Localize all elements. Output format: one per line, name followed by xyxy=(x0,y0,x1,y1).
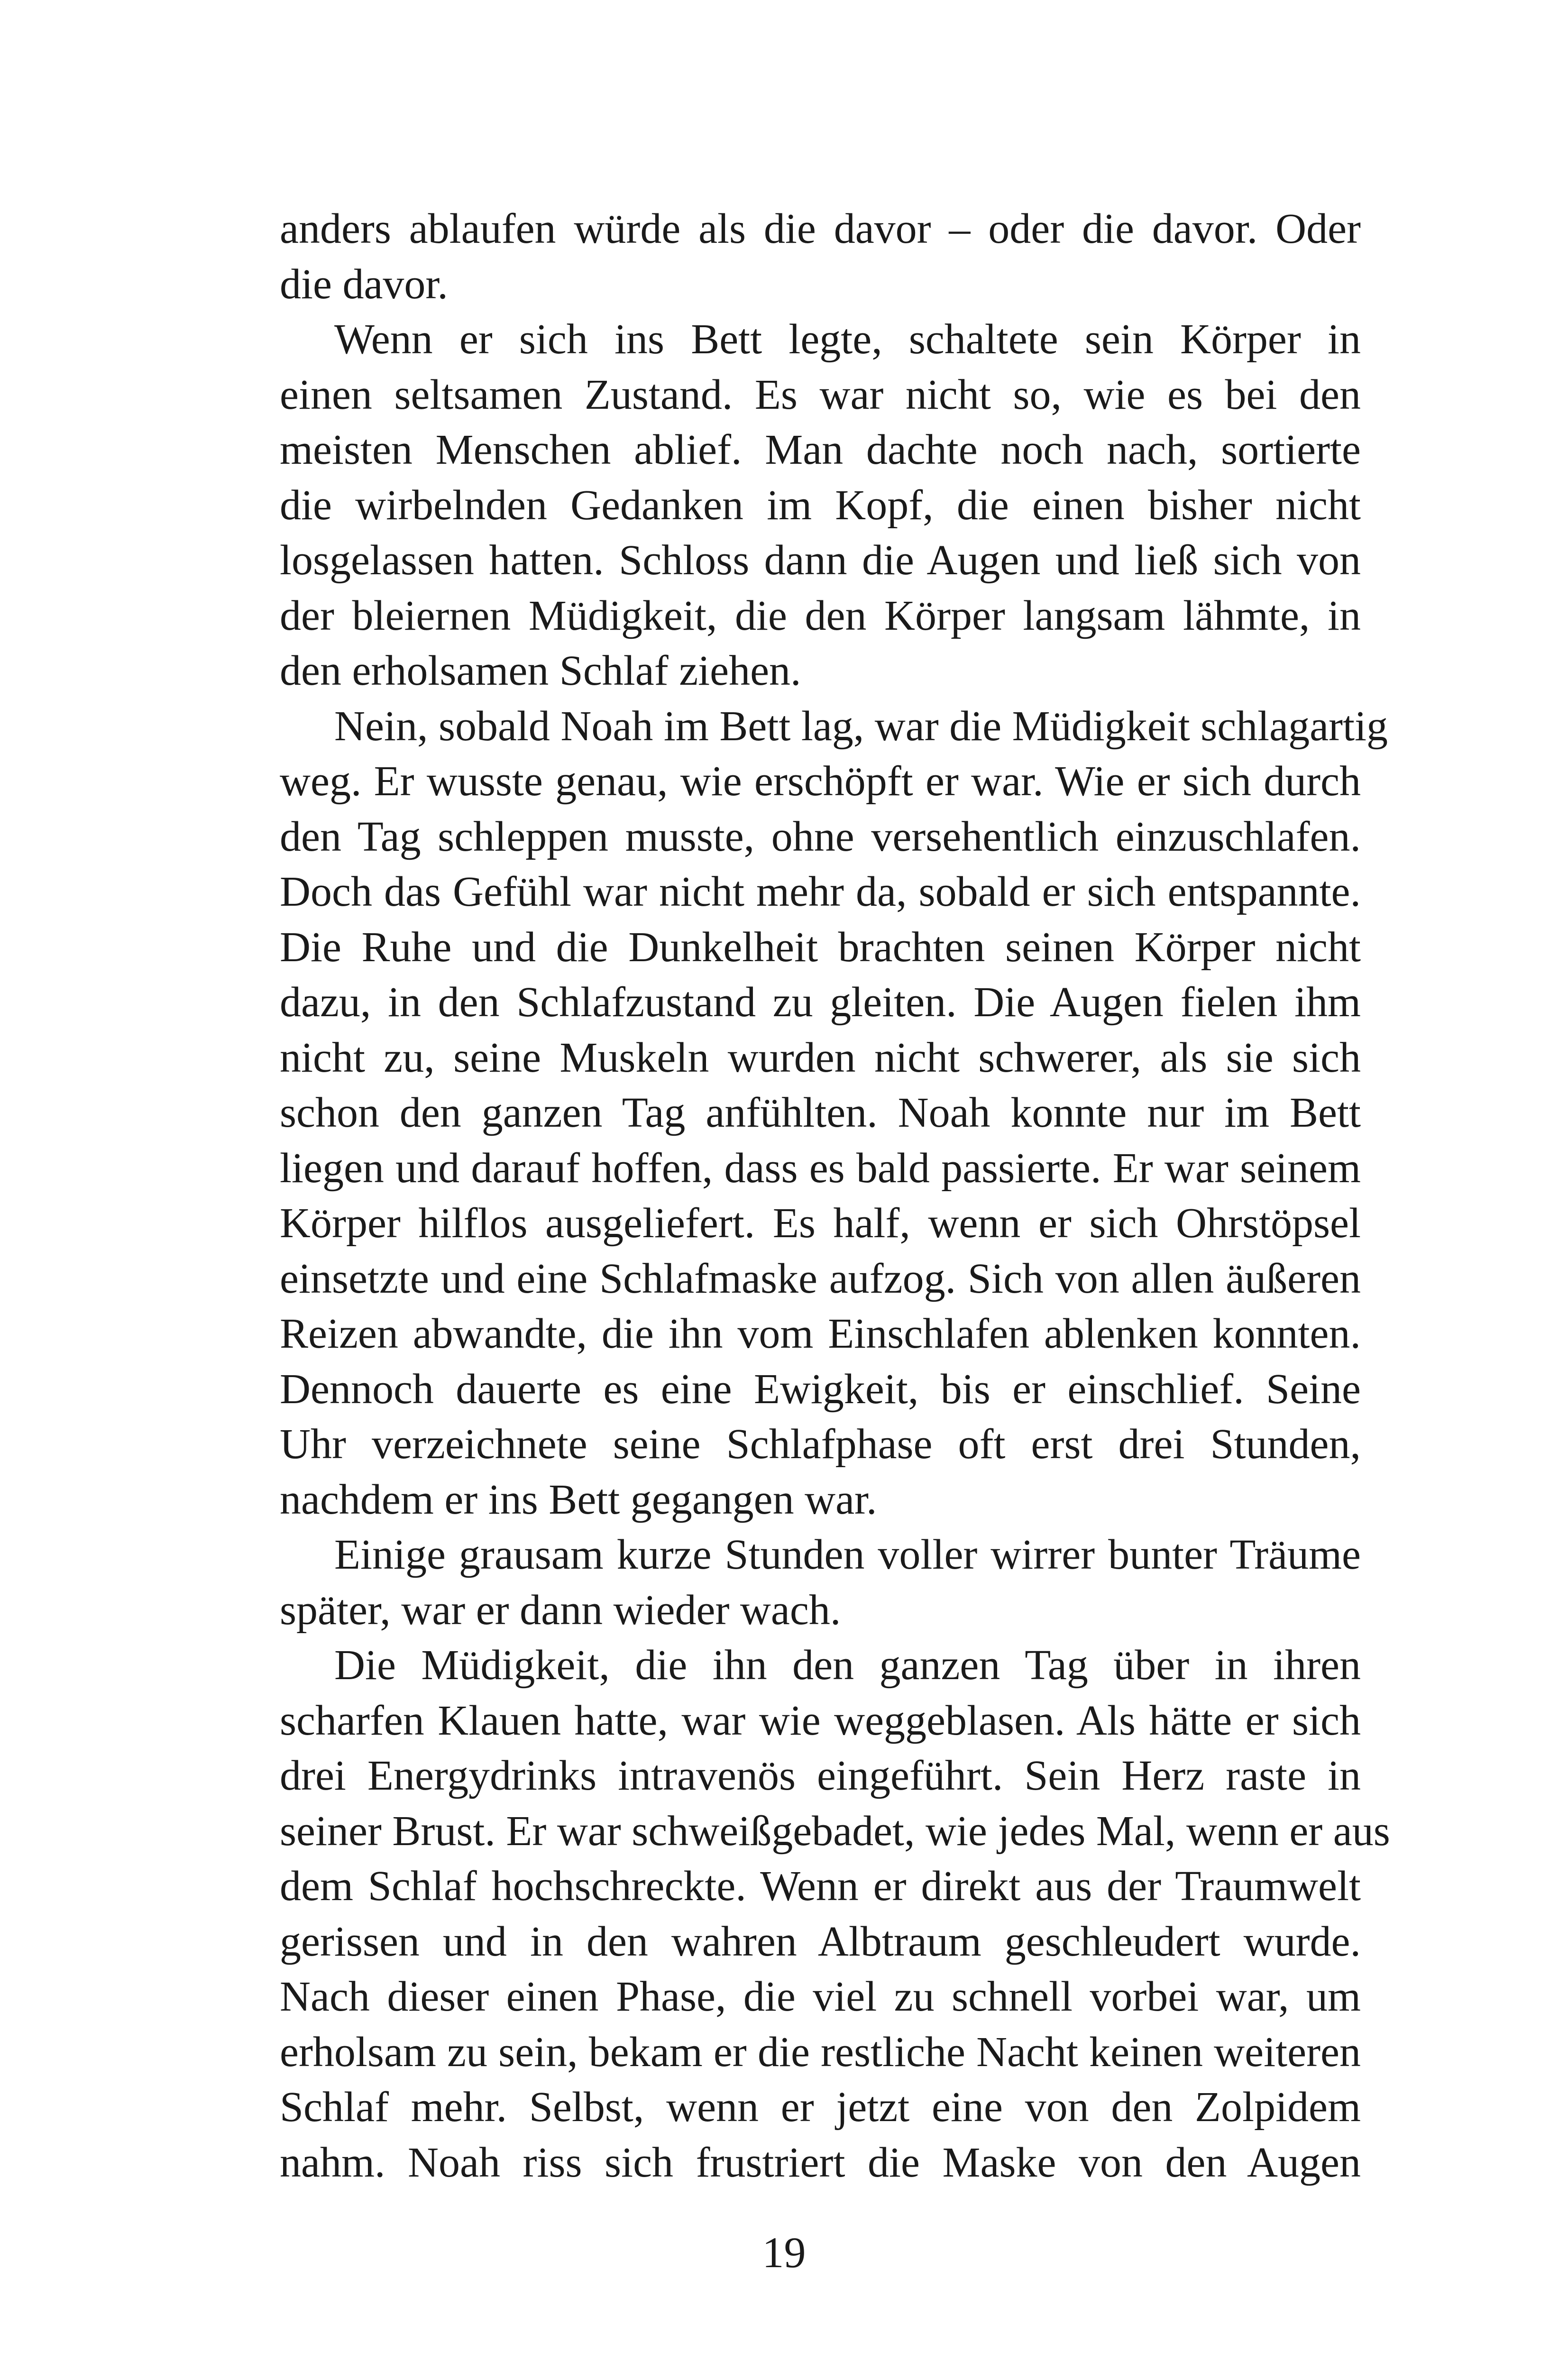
text-line: einsetzte und eine Schlafmaske aufzog. Sich von allen äußeren xyxy=(280,1255,1361,1302)
text-line: Reizen abwandte, die ihn vom Einschlafen ablenken konnten. xyxy=(280,1310,1361,1357)
text-line: der bleiernen Müdigkeit, die den Körper langsam lähmte, in xyxy=(280,592,1361,639)
text-line: Schlaf mehr. Selbst, wenn er jetzt eine von den Zolpidem xyxy=(280,2084,1361,2131)
text-line: schon den ganzen Tag anfühlten. Noah konnte nur im Bett xyxy=(280,1089,1361,1136)
text-line: später, war er dann wieder wach. xyxy=(280,1586,841,1634)
text-line: einen seltsamen Zustand. Es war nicht so, wie es bei den xyxy=(280,371,1361,418)
text-line: losgelassen hatten. Schloss dann die Augen und ließ sich von xyxy=(280,537,1361,584)
body-text xyxy=(280,202,1390,2190)
text-line: gerissen und in den wahren Albtraum geschleudert wurde. xyxy=(280,1918,1361,1965)
text-line: Dennoch dauerte es eine Ewigkeit, bis er einschlief. Seine xyxy=(280,1365,1361,1413)
text-line: den erholsamen Schlaf ziehen. xyxy=(280,647,801,694)
text-line: den Tag schleppen musste, ohne versehentlich einzuschlafen. xyxy=(280,813,1361,860)
paragraph-first-line: Einige grausam kurze Stunden voller wirrer bunter Träume xyxy=(334,1531,1361,1578)
text-line: Uhr verzeichnete seine Schlafphase oft erst drei Stunden, xyxy=(280,1421,1361,1468)
text-line: dazu, in den Schlafzustand zu gleiten. Die Augen fielen ihm xyxy=(280,979,1361,1026)
page-number: 19 xyxy=(762,2228,806,2277)
text-line: Körper hilflos ausgeliefert. Es half, wenn er sich Ohrstöpsel xyxy=(280,1200,1361,1247)
text-line: nachdem er ins Bett gegangen war. xyxy=(280,1476,877,1523)
text-line: scharfen Klauen hatte, war wie weggeblasen. Als hätte er sich xyxy=(280,1697,1361,1744)
text-line: Die Ruhe und die Dunkelheit brachten seinen Körper nicht xyxy=(280,923,1361,971)
paragraph-first-line: Nein, sobald Noah im Bett lag, war die Müdigkeit schlagartig xyxy=(334,702,1388,750)
text-line: anders ablaufen würde als die davor – oder die davor. Oder xyxy=(280,205,1361,252)
text-line: drei Energydrinks intravenös eingeführt. Sein Herz raste in xyxy=(280,1752,1361,1799)
text-line: Nach dieser einen Phase, die viel zu schnell vorbei war, um xyxy=(280,1973,1361,2020)
text-line: nicht zu, seine Muskeln wurden nicht schwerer, als sie sich xyxy=(280,1034,1361,1081)
paragraph-first-line: Wenn er sich ins Bett legte, schaltete sein Körper in xyxy=(334,316,1361,363)
text-line: Doch das Gefühl war nicht mehr da, sobald er sich entspannte. xyxy=(280,868,1361,915)
text-line: die davor. xyxy=(280,260,448,308)
text-line: meisten Menschen ablief. Man dachte noch nach, sortierte xyxy=(280,426,1361,473)
text-line: erholsam zu sein, bekam er die restliche Nacht keinen weiteren xyxy=(280,2028,1361,2076)
text-line: dem Schlaf hochschreckte. Wenn er direkt aus der Traumwelt xyxy=(280,1863,1361,1910)
text-line: nahm. Noah riss sich frustriert die Maske von den Augen xyxy=(280,2139,1361,2186)
text-line: liegen und darauf hoffen, dass es bald passierte. Er war seinem xyxy=(280,1144,1361,1192)
paragraph-first-line: Die Müdigkeit, die ihn den ganzen Tag über in ihren xyxy=(334,1642,1361,1689)
text-line: die wirbelnden Gedanken im Kopf, die einen bisher nicht xyxy=(280,481,1361,529)
text-line: seiner Brust. Er war schweißgebadet, wie jedes Mal, wenn er aus xyxy=(280,1807,1390,1855)
text-line: weg. Er wusste genau, wie erschöpft er war. Wie er sich durch xyxy=(280,758,1361,805)
